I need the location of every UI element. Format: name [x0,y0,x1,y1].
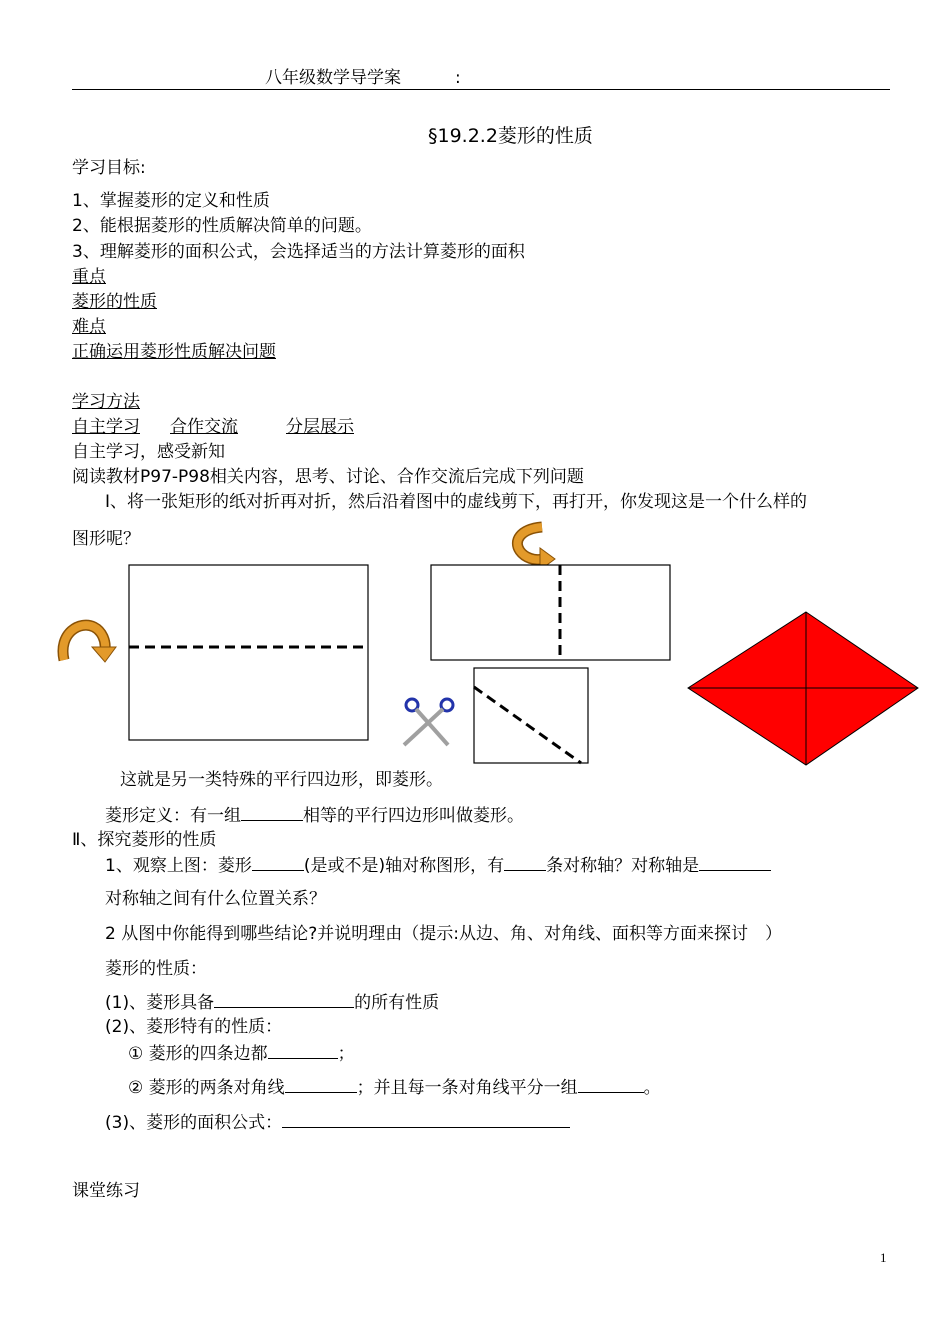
objectives-heading: 学习目标: [72,158,146,178]
intro-reading: 阅读教材P97-P98相关内容，思考、讨论、合作交流后完成下列问题 [72,467,584,487]
definition-blank [241,804,303,821]
intro-subheading: 自主学习，感受新知 [72,442,225,462]
paper-rect-2 [431,565,670,660]
rhombus-definition [105,804,524,827]
explore-question-1 [105,854,771,877]
definition-prefix: 菱形定义：有一组 [105,806,241,826]
p3-blank [282,1111,570,1128]
header-rule [72,89,890,90]
property-2b [128,1076,661,1099]
rhombus-shape [688,612,918,765]
page-number: 1 [880,1250,887,1265]
method-item: 自主学习 [72,417,140,437]
figure-caption: 这就是另一类特殊的平行四边形，即菱形。 [120,770,443,790]
method-heading: 学习方法 [72,392,140,412]
method-items [72,416,354,438]
keypoint-text: 菱形的性质 [72,292,157,312]
property-3 [105,1111,570,1134]
p2b-blank-2 [578,1076,644,1093]
fold-arrow-icon [517,527,555,570]
explore-question-1-line2: 对称轴之间有什么位置关系？ [105,889,326,909]
p2a-blank [268,1042,338,1059]
practice-heading: 课堂练习 [72,1181,140,1201]
p2a-part-a: ① 菱形的四条边都 [128,1044,268,1064]
objective-item: 2、能根据菱形的性质解决简单的问题。 [72,216,372,236]
property-2a [128,1042,355,1065]
keypoint-heading: 重点 [72,267,106,287]
q1-part-a: 1、观察上图：菱形 [105,856,252,876]
q1-blank-1 [252,854,304,871]
question-1-line1: Ⅰ、将一张矩形的纸对折再对折，然后沿着图中的虚线剪下，再打开，你发现这是一个什么样的 [105,492,808,512]
q1-part-c: 条对称轴？对称轴是 [546,856,700,876]
q1-part-b: (是或不是)轴对称图形，有 [303,856,505,876]
explore-question-2: 2 从图中你能得到哪些结论?并说明理由（提示:从边、角、对角线、面积等方面来探讨 ） [105,924,782,944]
property-2: (2)、菱形特有的性质： [105,1017,283,1037]
difficulty-text: 正确运用菱形性质解决问题 [72,342,276,362]
fold-arrow-icon [63,625,116,662]
p3-label: (3)、菱形的面积公式： [105,1113,283,1133]
folding-figure [50,515,930,770]
page-title: §19.2.2菱形的性质 [428,125,593,147]
p2b-part-a: ② 菱形的两条对角线 [128,1078,285,1098]
properties-heading: 菱形的性质： [105,959,207,979]
question-1-line2: 图形呢？ [72,529,140,549]
definition-suffix: 相等的平行四边形叫做菱形。 [303,806,524,826]
header-colon: : [455,68,461,88]
explore-heading: Ⅱ、探究菱形的性质 [72,830,217,850]
header-title: 八年级数学导学案 [265,68,401,88]
p2b-part-c: 。 [643,1078,661,1098]
p1-blank [214,991,354,1008]
p2b-blank-1 [285,1076,357,1093]
p1-part-a: (1)、菱形具备 [105,993,215,1013]
paper-rect-3 [474,668,588,763]
q1-blank-2 [504,854,546,871]
q1-blank-3 [699,854,771,871]
objective-item: 1、掌握菱形的定义和性质 [72,191,270,211]
difficulty-heading: 难点 [72,317,106,337]
paper-rect-1 [129,565,368,740]
objective-item: 3、理解菱形的面积公式，会选择适当的方法计算菱形的面积 [72,242,525,262]
property-1 [105,991,439,1014]
p1-part-b: 的所有性质 [354,993,440,1013]
method-item: 合作交流 [170,417,238,437]
p2b-part-b: ；并且每一条对角线平分一组 [356,1078,578,1098]
scissors-icon [404,699,453,745]
method-item: 分层展示 [286,417,354,437]
p2a-part-b: ； [337,1044,355,1064]
